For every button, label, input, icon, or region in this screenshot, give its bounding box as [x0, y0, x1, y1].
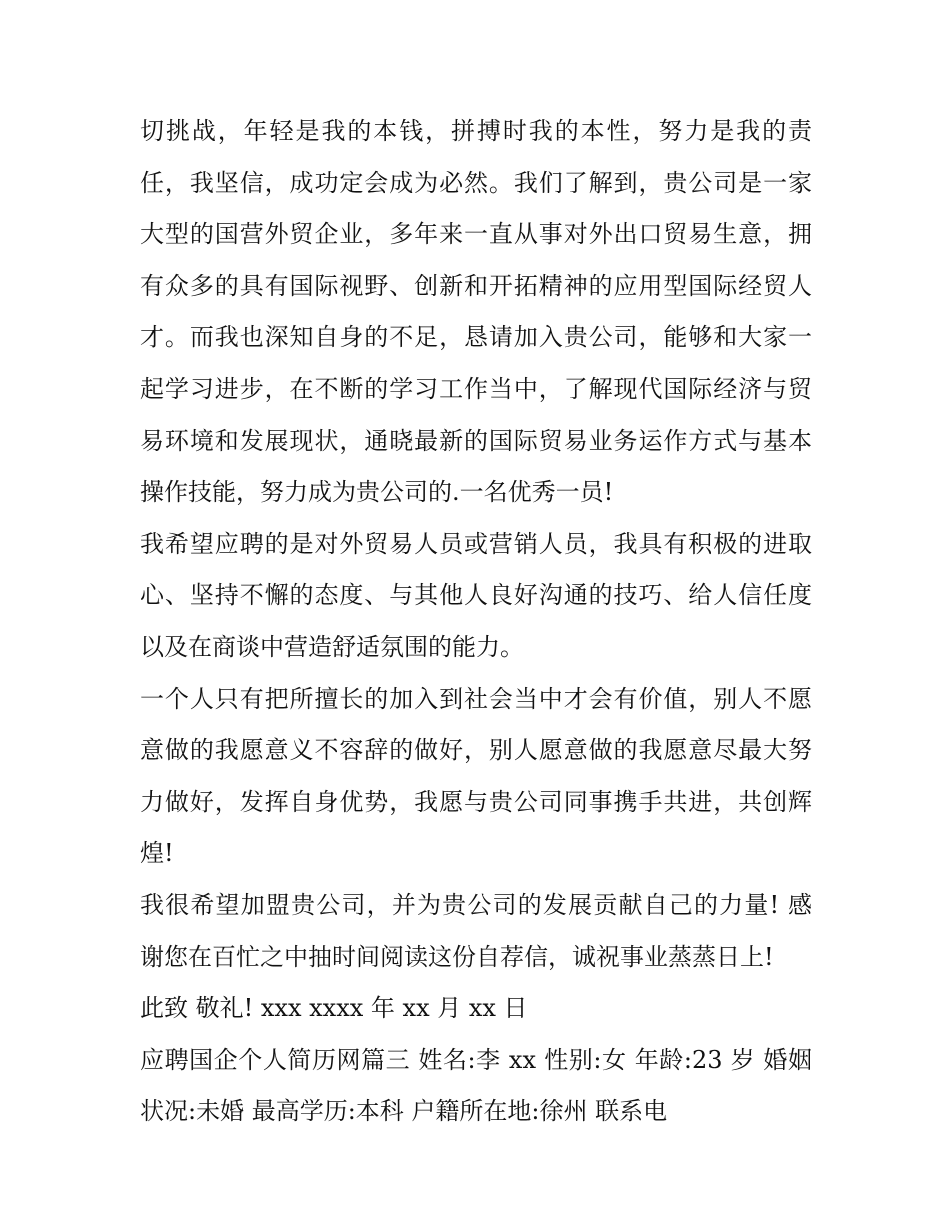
text-line-14: 力做好，发挥自身优势，我愿与贵公司同事携手共进，共创辉 — [140, 787, 812, 816]
text-line-18: 此致 敬礼! xxx xxxx 年 xx 月 xx 日 — [140, 994, 528, 1023]
text-line-8: 操作技能，努力成为贵公司的.一名优秀一员! — [140, 478, 614, 507]
text-line-16: 我很希望加盟贵公司，并为贵公司的发展贡献自己的力量! 感 — [140, 890, 812, 919]
text-line-5: 才。而我也深知自身的不足，恳请加入贵公司，能够和大家一 — [140, 323, 812, 352]
text-line-11: 以及在商谈中营造舒适氛围的能力。 — [140, 632, 524, 661]
text-line-13: 意做的我愿意义不容辞的做好，别人愿意做的我愿意尽最大努 — [140, 736, 812, 765]
text-line-17: 谢您在百忙之中抽时间阅读这份自荐信，诚祝事业蒸蒸日上! — [140, 942, 774, 971]
text-line-19: 应聘国企个人简历网篇三 姓名:李 xx 性别:女 年龄:23 岁 婚姻 — [140, 1045, 812, 1074]
text-line-2: 任，我坚信，成功定会成为必然。我们了解到，贵公司是一家 — [140, 168, 812, 197]
text-line-6: 起学习进步，在不断的学习工作当中，了解现代国际经济与贸 — [140, 374, 812, 403]
text-line-20: 状况:未婚 最高学历:本科 户籍所在地:徐州 联系电 — [140, 1097, 668, 1126]
text-line-4: 有众多的具有国际视野、创新和开拓精神的应用型国际经贸人 — [140, 271, 812, 300]
text-line-7: 易环境和发展现状，通晓最新的国际贸易业务运作方式与基本 — [140, 426, 812, 455]
text-line-9: 我希望应聘的是对外贸易人员或营销人员，我具有积极的进取 — [140, 529, 812, 558]
text-line-3: 大型的国营外贸企业，多年来一直从事对外出口贸易生意，拥 — [140, 220, 812, 249]
text-line-1: 切挑战，年轻是我的本钱，拼搏时我的本性，努力是我的责 — [140, 117, 812, 145]
text-line-10: 心、坚持不懈的态度、与其他人良好沟通的技巧、给人信任度 — [140, 581, 812, 610]
text-line-15: 煌! — [140, 839, 174, 868]
letter-body — [140, 106, 812, 1138]
text-line-12: 一个人只有把所擅长的加入到社会当中才会有价值，别人不愿 — [140, 684, 812, 713]
